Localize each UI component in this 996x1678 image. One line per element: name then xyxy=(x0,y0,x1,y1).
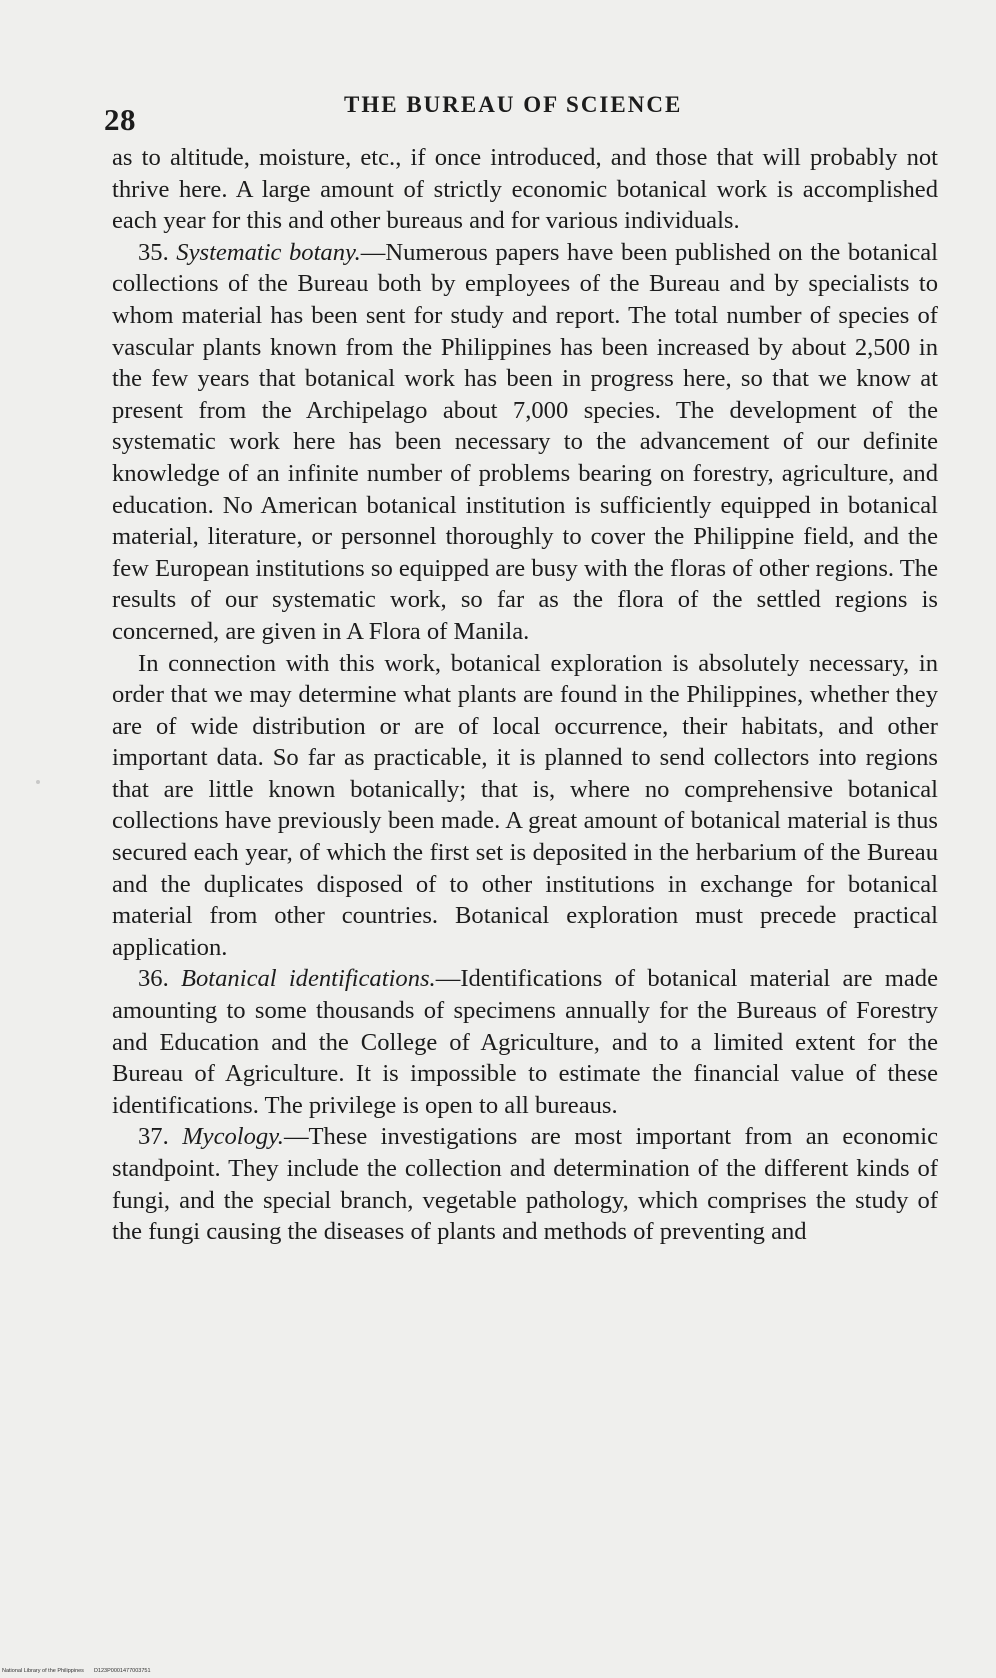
paragraph-text: —Identifications of botanical material are made amounting to some thousands of specimens annually for the Bureaus of Forestry and Education and the College of Agriculture, and to a limited extent for the Bureau of Agriculture. It is impossible to estimate the financial value of these identifications. The privilege is open to all bureaus. xyxy=(112,965,938,1119)
paragraph-text: In connection with this work, botanical exploration is absolutely necessary, in order that we may determine what plants are found in the Philippines, whether they are of wide distribution or are of local occurrence, their habitats, and other important data. So far as practicable, it is planned to send collectors into regions that are little known botanically; that is, where no comprehensive botanical collections have previously been made. A great amount of botanical material is thus secured each year, of which the first set is deposited in the herbarium of the Bureau and the duplicates disposed of to other institutions in exchange for botanical material from other countries. Botanical exploration must precede practical application. xyxy=(112,649,938,961)
section-heading: Botanical identifications. xyxy=(180,965,436,993)
section-number: 37. xyxy=(138,1123,169,1151)
body-text xyxy=(112,142,938,1248)
paragraph-text: —These investigations are most important from an economic standpoint. They include the collection and determination of the different kinds of fungi, and the special branch, vegetable pathology, which comprises the study of the fungi causing the diseases of plants and methods of preventing and xyxy=(112,1123,938,1246)
section-heading: Systematic botany. xyxy=(176,238,361,266)
scan-footer xyxy=(2,1668,151,1674)
section-number: 36. xyxy=(138,965,169,993)
paragraph-text: —Numerous papers have been published on the botanical collections of the Bureau both by employees of the Bureau and by specialists to whom material has been sent for study and report. The total number of species of vascular plants known from the Philippines has been increased by about 2,500 in the few years that botanical work has been in progress here, so that we know at present from the Archipelago about 7,000 species. The development of the systematic work here has been necessary to the advancement of our definite knowledge of an infinite number of problems bearing on forestry, agriculture, and education. No American botanical institution is sufficiently equipped in botanical material, literature, or personnel thoroughly to cover the Philippine field, and the few European institutions so equipped are busy with the floras of other regions. The results of our systematic work, so far as the flora of the settled regions is concerned, are given in A Flora of Manila. xyxy=(112,238,938,645)
page-number: 28 xyxy=(104,102,136,137)
paragraph-mycology xyxy=(112,1121,938,1247)
paragraph-botanical-identifications xyxy=(112,963,938,1121)
page-header xyxy=(104,84,932,144)
paragraph-systematic-botany xyxy=(112,237,938,648)
scan-speck xyxy=(36,780,40,784)
running-head: THE BUREAU OF SCIENCE xyxy=(344,92,683,117)
paragraph-continuation xyxy=(112,142,938,237)
paragraph-botanical-exploration xyxy=(112,648,938,964)
section-number: 35. xyxy=(138,238,169,266)
paragraph-text: as to altitude, moisture, etc., if once introduced, and those that will probably not thrive here. A large amount of strictly economic botanical work is accomplished each year for this and other bureaus and for various individuals. xyxy=(112,144,938,235)
library-credit: National Library of the Philippines xyxy=(2,1668,84,1674)
scan-code: D123P0001477003751 xyxy=(93,1668,151,1674)
section-heading: Mycology. xyxy=(182,1123,284,1151)
